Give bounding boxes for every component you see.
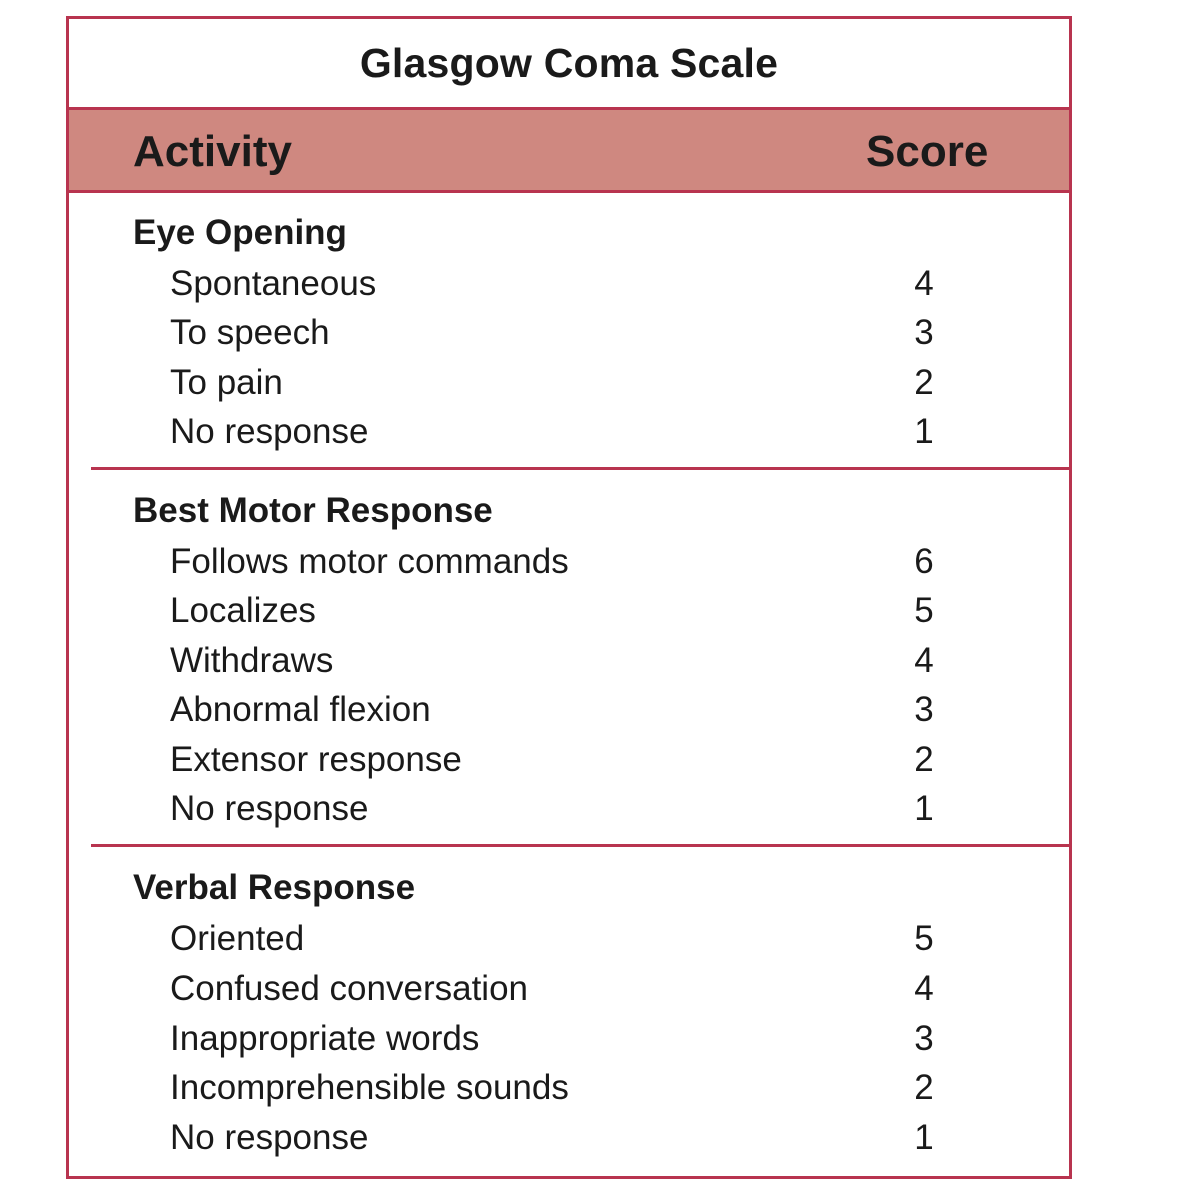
- row-label: Abnormal flexion: [170, 690, 431, 729]
- table-title: Glasgow Coma Scale: [359, 39, 779, 86]
- table-row: [69, 740, 1069, 790]
- row-label: To pain: [170, 363, 283, 402]
- table-row: [69, 1068, 1069, 1118]
- section-divider: [91, 844, 1069, 847]
- row-score: 3: [914, 690, 934, 729]
- row-score: 6: [914, 542, 934, 581]
- row-score: 5: [914, 591, 934, 630]
- row-score: 4: [914, 264, 934, 303]
- row-score: 1: [914, 412, 934, 451]
- section-heading: Eye Opening: [133, 213, 347, 252]
- table-row: [69, 542, 1069, 592]
- header-score: Score: [866, 127, 989, 176]
- section-heading: Best Motor Response: [133, 491, 493, 530]
- table-header: [69, 107, 1069, 193]
- row-label: Withdraws: [170, 641, 334, 680]
- row-label: Spontaneous: [170, 264, 377, 303]
- table-row: [69, 969, 1069, 1019]
- row-score: 3: [914, 313, 934, 352]
- row-label: Oriented: [170, 919, 305, 958]
- section-heading: Verbal Response: [133, 868, 416, 907]
- section-divider: [91, 467, 1069, 470]
- row-score: 5: [914, 919, 934, 958]
- row-label: Extensor response: [170, 740, 462, 779]
- row-score: 2: [914, 1068, 934, 1107]
- row-label: No response: [170, 789, 369, 828]
- table-row: [69, 363, 1069, 413]
- row-label: To speech: [170, 313, 330, 352]
- row-score: 2: [914, 740, 934, 779]
- row-score: 2: [914, 363, 934, 402]
- table-row: [69, 919, 1069, 969]
- table-row: [69, 412, 1069, 462]
- table-row: [69, 591, 1069, 641]
- table-row: [69, 313, 1069, 363]
- table-row: [69, 1019, 1069, 1069]
- table-row: [69, 690, 1069, 740]
- row-label: No response: [170, 1118, 369, 1157]
- row-label: Inappropriate words: [170, 1019, 480, 1058]
- header-activity: Activity: [133, 127, 292, 176]
- table-row: [69, 264, 1069, 314]
- row-label: No response: [170, 412, 369, 451]
- row-score: 4: [914, 969, 934, 1008]
- row-score: 1: [914, 789, 934, 828]
- row-label: Incomprehensible sounds: [170, 1068, 569, 1107]
- gcs-table: [66, 16, 1072, 1179]
- table-row: [69, 641, 1069, 691]
- row-label: Localizes: [170, 591, 316, 630]
- row-score: 4: [914, 641, 934, 680]
- table-row: [69, 1118, 1069, 1168]
- row-label: Confused conversation: [170, 969, 528, 1008]
- row-score: 1: [914, 1118, 934, 1157]
- row-score: 3: [914, 1019, 934, 1058]
- row-label: Follows motor commands: [170, 542, 569, 581]
- table-row: [69, 789, 1069, 839]
